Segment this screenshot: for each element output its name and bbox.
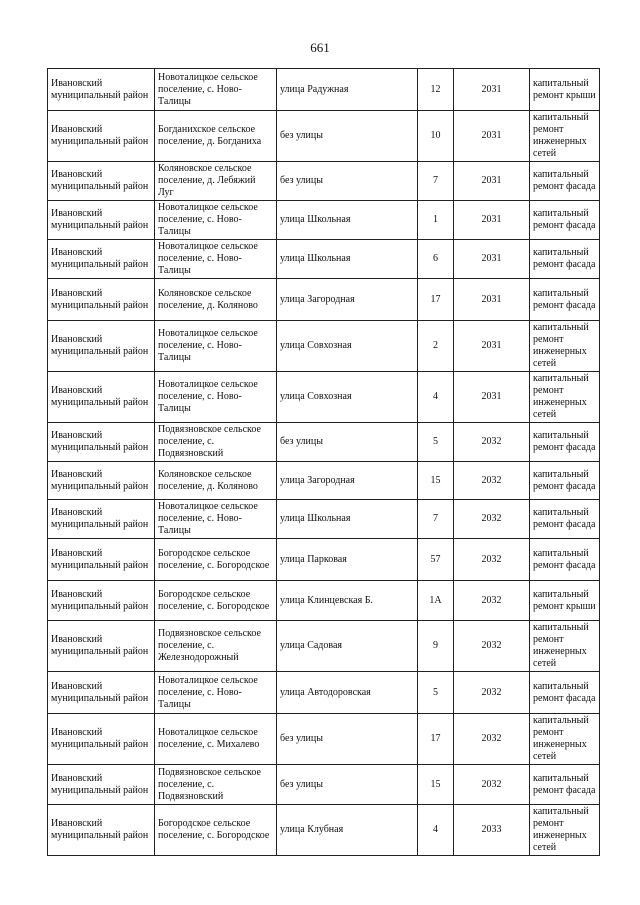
house-number-cell: 4 (418, 805, 454, 856)
settlement-cell: Новоталицкое сельское поселение, с. Ново-Талицы (155, 672, 277, 714)
district-cell: Ивановский муниципальный район (48, 462, 155, 500)
street-cell: без улицы (277, 714, 418, 765)
year-cell: 2031 (454, 321, 530, 372)
district-cell: Ивановский муниципальный район (48, 111, 155, 162)
table-row (48, 805, 600, 856)
house-number-cell: 5 (418, 672, 454, 714)
district-cell: Ивановский муниципальный район (48, 321, 155, 372)
table-row (48, 423, 600, 462)
district-cell: Ивановский муниципальный район (48, 672, 155, 714)
settlement-cell: Новоталицкое сельское поселение, с. Ново-Талицы (155, 69, 277, 111)
settlement-cell: Богородское сельское поселение, с. Богородское (155, 539, 277, 581)
table-row (48, 581, 600, 621)
settlement-cell: Новоталицкое сельское поселение, с. Ново-Талицы (155, 321, 277, 372)
work-type-cell: капитальный ремонт фасада (530, 539, 600, 581)
year-cell: 2033 (454, 805, 530, 856)
page-number: 661 (310, 40, 330, 55)
year-cell: 2031 (454, 162, 530, 201)
year-cell: 2032 (454, 765, 530, 805)
house-number-cell: 10 (418, 111, 454, 162)
year-cell: 2032 (454, 423, 530, 462)
work-type-cell: капитальный ремонт фасада (530, 423, 600, 462)
house-number-cell: 6 (418, 240, 454, 279)
district-cell: Ивановский муниципальный район (48, 162, 155, 201)
table-body (48, 69, 600, 856)
year-cell: 2031 (454, 111, 530, 162)
street-cell: улица Школьная (277, 201, 418, 240)
street-cell: улица Радужная (277, 69, 418, 111)
year-cell: 2032 (454, 672, 530, 714)
table-row (48, 69, 600, 111)
district-cell: Ивановский муниципальный район (48, 581, 155, 621)
work-type-cell: капитальный ремонт фасада (530, 462, 600, 500)
street-cell: без улицы (277, 765, 418, 805)
table-row (48, 321, 600, 372)
street-cell: улица Садовая (277, 621, 418, 672)
year-cell: 2031 (454, 372, 530, 423)
district-cell: Ивановский муниципальный район (48, 500, 155, 539)
house-number-cell: 15 (418, 462, 454, 500)
table-row (48, 372, 600, 423)
work-type-cell: капитальный ремонт инженерных сетей (530, 111, 600, 162)
year-cell: 2032 (454, 581, 530, 621)
table-row (48, 672, 600, 714)
work-type-cell: капитальный ремонт фасада (530, 672, 600, 714)
district-cell: Ивановский муниципальный район (48, 201, 155, 240)
table-row (48, 462, 600, 500)
year-cell: 2032 (454, 462, 530, 500)
work-type-cell: капитальный ремонт фасада (530, 162, 600, 201)
district-cell: Ивановский муниципальный район (48, 240, 155, 279)
year-cell: 2032 (454, 714, 530, 765)
work-type-cell: капитальный ремонт инженерных сетей (530, 714, 600, 765)
settlement-cell: Подвязновское сельское поселение, с. Железнодорожный (155, 621, 277, 672)
work-type-cell: капитальный ремонт фасада (530, 765, 600, 805)
street-cell: улица Клинцевская Б. (277, 581, 418, 621)
street-cell: улица Загородная (277, 462, 418, 500)
settlement-cell: Коляновское сельское поселение, д. Коляново (155, 279, 277, 321)
street-cell: улица Совхозная (277, 372, 418, 423)
work-type-cell: капитальный ремонт фасада (530, 279, 600, 321)
work-type-cell: капитальный ремонт фасада (530, 240, 600, 279)
table-row (48, 765, 600, 805)
year-cell: 2031 (454, 69, 530, 111)
settlement-cell: Богородское сельское поселение, с. Богородское (155, 581, 277, 621)
table-row (48, 240, 600, 279)
table-row (48, 201, 600, 240)
house-number-cell: 7 (418, 500, 454, 539)
house-number-cell: 1А (418, 581, 454, 621)
settlement-cell: Богородское сельское поселение, с. Богородское (155, 805, 277, 856)
district-cell: Ивановский муниципальный район (48, 621, 155, 672)
year-cell: 2032 (454, 539, 530, 581)
house-number-cell: 12 (418, 69, 454, 111)
settlement-cell: Новоталицкое сельское поселение, с. Ново-Талицы (155, 201, 277, 240)
house-number-cell: 17 (418, 279, 454, 321)
work-type-cell: капитальный ремонт инженерных сетей (530, 805, 600, 856)
district-cell: Ивановский муниципальный район (48, 423, 155, 462)
street-cell: улица Парковая (277, 539, 418, 581)
settlement-cell: Коляновское сельское поселение, д. Коляново (155, 462, 277, 500)
district-cell: Ивановский муниципальный район (48, 69, 155, 111)
work-type-cell: капитальный ремонт крыши (530, 581, 600, 621)
settlement-cell: Новоталицкое сельское поселение, с. Михалево (155, 714, 277, 765)
work-type-cell: капитальный ремонт инженерных сетей (530, 321, 600, 372)
year-cell: 2031 (454, 279, 530, 321)
street-cell: улица Автодоровская (277, 672, 418, 714)
work-type-cell: капитальный ремонт фасада (530, 500, 600, 539)
settlement-cell: Подвязновское сельское поселение, с. Подвязновский (155, 423, 277, 462)
district-cell: Ивановский муниципальный район (48, 765, 155, 805)
street-cell: без улицы (277, 162, 418, 201)
year-cell: 2032 (454, 621, 530, 672)
settlement-cell: Коляновское сельское поселение, д. Лебяжий Луг (155, 162, 277, 201)
settlement-cell: Новоталицкое сельское поселение, с. Ново-Талицы (155, 500, 277, 539)
year-cell: 2031 (454, 201, 530, 240)
table-row (48, 162, 600, 201)
district-cell: Ивановский муниципальный район (48, 539, 155, 581)
table-row (48, 714, 600, 765)
work-type-cell: капитальный ремонт фасада (530, 201, 600, 240)
house-number-cell: 57 (418, 539, 454, 581)
table-row (48, 539, 600, 581)
table-row (48, 111, 600, 162)
year-cell: 2032 (454, 500, 530, 539)
street-cell: улица Школьная (277, 240, 418, 279)
work-type-cell: капитальный ремонт инженерных сетей (530, 372, 600, 423)
house-number-cell: 1 (418, 201, 454, 240)
settlement-cell: Богданихское сельское поселение, д. Богданиха (155, 111, 277, 162)
housing-repair-table (47, 68, 600, 856)
district-cell: Ивановский муниципальный район (48, 805, 155, 856)
house-number-cell: 7 (418, 162, 454, 201)
street-cell: улица Загородная (277, 279, 418, 321)
work-type-cell: капитальный ремонт инженерных сетей (530, 621, 600, 672)
house-number-cell: 5 (418, 423, 454, 462)
house-number-cell: 15 (418, 765, 454, 805)
district-cell: Ивановский муниципальный район (48, 714, 155, 765)
settlement-cell: Подвязновское сельское поселение, с. Подвязновский (155, 765, 277, 805)
table-row (48, 621, 600, 672)
table-row (48, 500, 600, 539)
settlement-cell: Новоталицкое сельское поселение, с. Ново-Талицы (155, 240, 277, 279)
house-number-cell: 4 (418, 372, 454, 423)
house-number-cell: 17 (418, 714, 454, 765)
house-number-cell: 2 (418, 321, 454, 372)
street-cell: без улицы (277, 111, 418, 162)
work-type-cell: капитальный ремонт крыши (530, 69, 600, 111)
district-cell: Ивановский муниципальный район (48, 279, 155, 321)
year-cell: 2031 (454, 240, 530, 279)
street-cell: улица Совхозная (277, 321, 418, 372)
street-cell: улица Клубная (277, 805, 418, 856)
house-number-cell: 9 (418, 621, 454, 672)
street-cell: улица Школьная (277, 500, 418, 539)
settlement-cell: Новоталицкое сельское поселение, с. Ново-Талицы (155, 372, 277, 423)
district-cell: Ивановский муниципальный район (48, 372, 155, 423)
street-cell: без улицы (277, 423, 418, 462)
table-row (48, 279, 600, 321)
